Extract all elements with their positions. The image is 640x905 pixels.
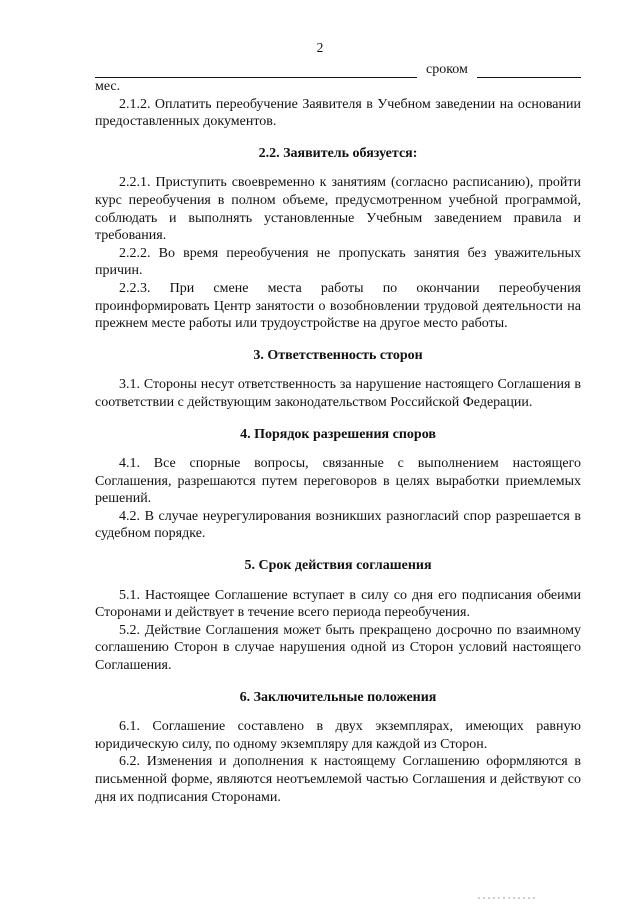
section xyxy=(95,426,581,544)
section-heading: 2.2. Заявитель обязуется: xyxy=(258,145,418,161)
blank-underline xyxy=(95,63,417,78)
section-heading: 3. Ответственность сторон xyxy=(253,347,423,363)
section xyxy=(95,347,581,412)
section xyxy=(95,557,581,675)
section xyxy=(95,145,581,333)
clause-paragraph: 2.2.2. Во время переобучения не пропускать занятия без уважительных причин. xyxy=(95,245,581,279)
clause-paragraph: 2.1.2. Оплатить переобучение Заявителя в Учебном заведении на основании предоставленных документов. xyxy=(95,96,581,130)
document-body xyxy=(95,58,581,806)
section-heading: 4. Порядок разрешения споров xyxy=(240,426,436,442)
clause-paragraph: 2.2.3. При смене места работы по окончании переобучения проинформировать Центр занятости о возобновлении трудовой деятельности на прежнем месте работы или трудоустройстве на другое место работы. xyxy=(95,280,581,332)
clause-paragraph: 5.2. Действие Соглашения может быть прекращено досрочно по взаимному соглашению Сторон в случае нарушения одной из Сторон условий настоящего Соглашения. xyxy=(95,622,581,674)
section xyxy=(95,689,581,807)
section xyxy=(95,96,581,131)
clause-paragraph: 6.2. Изменения и дополнения к настоящему Соглашению оформляются в письменной форме, являются неотъемлемой частью Соглашения и действуют со дня их подписания Сторонами. xyxy=(95,754,581,805)
clause-paragraph: 4.2. В случае неурегулирования возникших разногласий спор разрешается в судебном порядке. xyxy=(95,508,581,542)
section-heading: 5. Срок действия соглашения xyxy=(244,558,432,574)
term-word: сроком xyxy=(426,62,468,77)
term-tail: мес. xyxy=(95,79,121,94)
section-heading: 6. Заключительные положения xyxy=(239,689,437,705)
clause-paragraph: 5.1. Настоящее Соглашение вступает в силу со дня его подписания обеими Сторонами и действует в течение всего периода переобучения. xyxy=(95,587,581,621)
scan-artifact xyxy=(478,897,538,899)
page-number: 2 xyxy=(316,40,324,55)
clause-paragraph: 3.1. Стороны несут ответственность за нарушение настоящего Соглашения в соответствии с действующим законодательством Российской Федерации. xyxy=(95,377,581,410)
term-blank-line xyxy=(95,58,581,78)
clause-paragraph: 2.2.1. Приступить своевременно к занятиям (согласно расписанию), пройти курс переобучения в полном объеме, предусмотренном учебной программой, соблюдать и выполнять установленные Учебным заведением правила и требования. xyxy=(95,175,581,244)
term-underline xyxy=(477,63,581,78)
sections-container xyxy=(95,96,581,807)
clause-paragraph: 4.1. Все спорные вопросы, связанные с выполнением настоящего Соглашения, разрешаются путем переговоров в целях выработки приемлемых решений. xyxy=(95,456,581,507)
clause-paragraph: 6.1. Соглашение составлено в двух экземплярах, имеющих равную юридическую силу, по одному экземпляру для каждой из Сторон. xyxy=(95,719,581,752)
